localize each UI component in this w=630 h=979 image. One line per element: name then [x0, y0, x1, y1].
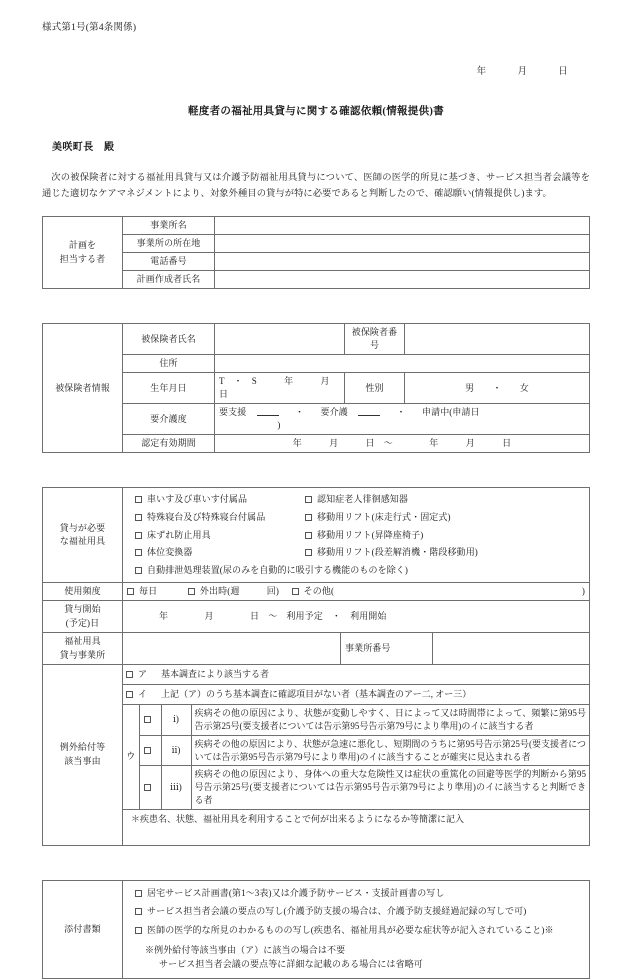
exception-text-i: 疾病その他の原因により、状態が変動しやすく、日によって又は時間帯によって、頻繁に第95号告示第25号(要支援者については告示第95号告示第79号により準用)のイに該当する者 — [191, 705, 589, 736]
valid-period-label: 認定有効期間 — [123, 435, 215, 453]
office-address-field[interactable] — [215, 234, 590, 252]
rental-start-line2: (予定)日 — [65, 617, 100, 628]
exception-header-line1: 例外給付等 — [59, 742, 106, 753]
table-row — [123, 809, 589, 829]
attachment-option-doctor-opinion[interactable] — [123, 924, 589, 937]
spacer — [42, 301, 590, 323]
date-month-label: 月 — [517, 66, 528, 77]
checkbox-icon[interactable] — [305, 496, 312, 503]
office-name-label: 事業所名 — [123, 216, 215, 234]
exception-text-ii: 疾病その他の原因により、状態が急速に悪化し、短期間のうちに第95号告示第25号(要支援者については告示第95号告示第79号により準用)のイに該当することが確実に見込まれる者 — [191, 735, 589, 766]
equipment-label: 移動用リフト(床走行式・固定式) — [317, 512, 451, 523]
equipment-option-lift-floor[interactable] — [301, 511, 589, 524]
rental-office-field[interactable] — [123, 633, 341, 665]
equipment-label: 自動排泄処理装置(尿のみを自動的に吸引する機能のものを除く) — [147, 564, 408, 575]
valid-period-field[interactable]: 年 月 日 ～ 年 月 日 — [215, 435, 590, 453]
equipment-label: 体位変換器 — [147, 547, 193, 558]
rental-office-number-field[interactable] — [433, 633, 590, 665]
office-address-label: 事業所の所在地 — [123, 234, 215, 252]
exception-number-i: ⅰ) — [161, 705, 191, 736]
date-day-label: 日 — [558, 66, 568, 77]
rental-start-field[interactable]: 年 月 日 ～ 利用予定 ・ 利用開始 — [123, 601, 590, 633]
care-applying-label: 申請中(申請日 — [422, 407, 480, 418]
checkbox-icon[interactable] — [135, 927, 142, 934]
planner-name-field[interactable] — [215, 271, 590, 289]
attachment-note — [123, 944, 589, 972]
date-year-label: 年 — [476, 66, 487, 77]
exception-checkbox-iii[interactable] — [139, 766, 161, 809]
rental-office-label — [43, 633, 123, 665]
frequency-option-outing: 外出時(週 回) — [199, 585, 279, 596]
insured-number-label: 被保険者番号 — [345, 324, 405, 355]
attachment-list — [123, 880, 590, 979]
frequency-options — [123, 582, 590, 601]
table-row — [43, 435, 590, 453]
equipment-label: 床ずれ防止用具 — [147, 529, 211, 540]
equipment-option-auto-excretion[interactable] — [123, 564, 408, 577]
equipment-grid-row — [123, 511, 589, 524]
table-row — [123, 665, 589, 685]
checkbox-icon[interactable] — [144, 784, 151, 791]
checkbox-icon[interactable] — [305, 532, 312, 539]
office-name-field[interactable] — [215, 216, 590, 234]
exception-number-iii: ⅲ) — [161, 766, 191, 809]
checkbox-icon[interactable] — [135, 496, 142, 503]
table-row — [43, 216, 590, 234]
rental-start-line1: 貸与開始 — [64, 604, 101, 615]
exception-text-b: 上記（ア）のうち基本調査に確認項目がない者（基本調査のアー二, オー三） — [161, 689, 472, 700]
attachment-option-meeting-minutes[interactable] — [123, 905, 589, 918]
equipment-table — [42, 487, 590, 845]
care-level-label: 要介護度 — [123, 404, 215, 435]
birthdate-field[interactable]: T ・ S 年 月 日 — [215, 373, 345, 404]
rental-start-label — [43, 601, 123, 633]
checkbox-icon[interactable] — [135, 908, 142, 915]
planner-header-line1: 計画を — [68, 240, 97, 250]
rental-office-number-label: 事業所番号 — [341, 633, 433, 665]
table-row — [43, 271, 590, 289]
planner-row-header — [43, 216, 123, 288]
equipment-grid-row — [123, 564, 589, 577]
gender-label: 性別 — [345, 373, 405, 404]
checkbox-icon[interactable] — [127, 588, 134, 595]
exception-option-a[interactable] — [123, 665, 589, 685]
checkbox-icon[interactable] — [135, 549, 142, 556]
office-phone-field[interactable] — [215, 253, 590, 271]
equipment-option-dementia-sensor[interactable] — [301, 493, 589, 506]
table-row — [43, 633, 590, 665]
care-level-field[interactable]: 要支援 ・ 要介護 ・ 申請中(申請日 ) — [215, 404, 590, 435]
equipment-label: 車いす及び車いす付属品 — [147, 494, 248, 505]
gender-field[interactable]: 男 ・ 女 — [405, 373, 590, 404]
equipment-option-bedsore[interactable] — [123, 529, 301, 542]
exception-content — [123, 665, 590, 845]
attachment-note-line1: ※例外給付等該当事由（ア）に該当の場合は不要 — [145, 945, 346, 956]
exception-mark-a: ア — [138, 669, 148, 680]
birthdate-label: 生年月日 — [123, 373, 215, 404]
table-row — [123, 766, 589, 809]
exception-inner-table — [123, 665, 589, 844]
table-row — [43, 234, 590, 252]
care-support-blank[interactable] — [257, 406, 279, 416]
table-row — [43, 324, 590, 355]
attachment-note-line2: サービス担当者会議の要点等に詳細な記載のある場合には省略可 — [159, 959, 423, 970]
exception-mark-b: イ — [138, 689, 148, 700]
exception-mark-c: ウ — [123, 705, 139, 809]
checkbox-icon[interactable] — [126, 671, 133, 678]
office-phone-label: 電話番号 — [123, 253, 215, 271]
insured-address-label: 住所 — [123, 355, 215, 373]
exception-row-header — [43, 665, 123, 845]
equipment-grid-row — [123, 529, 589, 542]
checkbox-icon[interactable] — [292, 588, 299, 595]
date-line — [42, 66, 568, 80]
attachment-table — [42, 880, 590, 979]
attachment-row-header: 添付書類 — [43, 880, 123, 979]
care-need-label: 要介護 — [320, 407, 348, 418]
exception-text-iii: 疾病その他の原因により、身体への重大な危険性又は症状の重篤化の回避等医学的判断から第95号告示第25号(要支援者については告示第95号告示第79号により準用)のイに該当すると判断できる者 — [191, 766, 589, 809]
equipment-label: 認知症老人徘徊感知器 — [317, 494, 409, 505]
table-row — [43, 880, 590, 979]
table-row — [123, 705, 589, 736]
checkbox-icon[interactable] — [135, 532, 142, 539]
frequency-option-other: その他( — [303, 585, 335, 596]
attachment-label: 医師の医学的な所見のわかるものの写し(疾患名、福祉用具が必要な症状等が記入されていること)※ — [147, 924, 554, 935]
checkbox-icon[interactable] — [135, 567, 142, 574]
attachment-option-care-plan[interactable] — [123, 887, 589, 900]
exception-free-text-area[interactable] — [123, 829, 589, 845]
checkbox-icon[interactable] — [135, 890, 142, 897]
frequency-other-close: ) — [581, 585, 585, 596]
checkbox-icon[interactable] — [305, 549, 312, 556]
exception-note: ＊疾患名、状態、福祉用具を利用することで何が出来るようになるか等簡潔に記入 — [123, 809, 589, 829]
equipment-option-posture[interactable] — [123, 546, 301, 559]
addressee: 美咲町長 殿 — [52, 141, 115, 153]
equipment-header-line2: な福祉用具 — [59, 536, 106, 547]
care-need-blank[interactable] — [358, 406, 380, 416]
checkbox-icon[interactable] — [126, 691, 133, 698]
checkbox-icon[interactable] — [135, 514, 142, 521]
insured-address-field[interactable] — [215, 355, 590, 373]
checkbox-icon[interactable] — [144, 716, 151, 723]
equipment-label: 移動用リフト(段差解消機・階段移動用) — [317, 547, 478, 558]
equipment-label: 特殊寝台及び特殊寝台付属品 — [147, 512, 266, 523]
equipment-option-special-bed[interactable] — [123, 511, 301, 524]
exception-checkbox-ii[interactable] — [139, 735, 161, 766]
checkbox-icon[interactable] — [305, 514, 312, 521]
page-title: 軽度者の福祉用具貸与に関する確認依頼(情報提供)書 — [188, 105, 444, 117]
exception-text-a: 基本調査により該当する者 — [161, 669, 270, 680]
planner-table — [42, 216, 590, 289]
insured-name-label: 被保険者氏名 — [123, 324, 215, 355]
exception-option-b[interactable] — [123, 685, 589, 705]
checkbox-icon[interactable] — [144, 747, 151, 754]
insured-name-field[interactable] — [215, 324, 345, 355]
insured-number-field[interactable] — [405, 324, 590, 355]
equipment-option-lift-chair[interactable] — [301, 529, 589, 542]
checkbox-icon[interactable] — [188, 588, 195, 595]
planner-header-line2: 担当する者 — [59, 253, 106, 264]
exception-header-line2: 該当事由 — [64, 755, 101, 766]
attachment-label: サービス担当者会議の要点の写し(介護予防支援の場合は、介護予防支援経過記録の写しで可) — [147, 906, 527, 917]
insured-info-table — [42, 323, 590, 453]
table-row — [43, 488, 590, 582]
exception-number-ii: ⅱ) — [161, 735, 191, 766]
spacer — [42, 858, 590, 880]
frequency-option-daily: 毎日 — [139, 585, 158, 596]
planner-name-label: 計画作成者氏名 — [123, 271, 215, 289]
care-support-label: 要支援 — [219, 407, 247, 418]
spacer — [42, 465, 590, 487]
equipment-grid-row — [123, 546, 589, 559]
table-row — [123, 685, 589, 705]
table-row — [43, 601, 590, 633]
exception-checkbox-i[interactable] — [139, 705, 161, 736]
insured-row-header: 被保険者情報 — [43, 324, 123, 453]
equipment-option-lift-stairs[interactable] — [301, 546, 589, 559]
equipment-row-header — [43, 488, 123, 582]
table-row — [43, 355, 590, 373]
equipment-label: 移動用リフト(昇降座椅子) — [317, 529, 424, 540]
table-row — [43, 253, 590, 271]
equipment-option-wheelchair[interactable] — [123, 493, 301, 506]
intro-paragraph: 次の被保険者に対する福祉用具貸与又は介護予防福祉用具貸与について、医師の医学的所見に基づき、サービス担当者会議等を通じた適切なケアマネジメントにより、対象外種目の貸与が特に必要であると判断したので、確認願い(情報提供し)ます。 — [42, 173, 590, 199]
table-row — [43, 373, 590, 404]
equipment-grid-row — [123, 493, 589, 506]
table-row — [43, 582, 590, 601]
rental-office-line1: 福祉用具 — [64, 636, 101, 647]
table-row — [123, 735, 589, 766]
care-applying-close: ) — [277, 420, 281, 431]
equipment-header-line1: 貸与が必要 — [59, 522, 106, 533]
table-row — [43, 665, 590, 845]
table-row — [43, 404, 590, 435]
form-number: 様式第1号(第4条関係) — [42, 23, 137, 33]
rental-office-line2: 貸与事業所 — [59, 649, 106, 660]
table-row — [123, 829, 589, 845]
equipment-checkbox-grid — [123, 488, 590, 582]
attachment-label: 居宅サービス計画書(第1～3表)又は介護予防サービス・支援計画書の写し — [147, 887, 445, 898]
frequency-label: 使用頻度 — [43, 582, 123, 601]
